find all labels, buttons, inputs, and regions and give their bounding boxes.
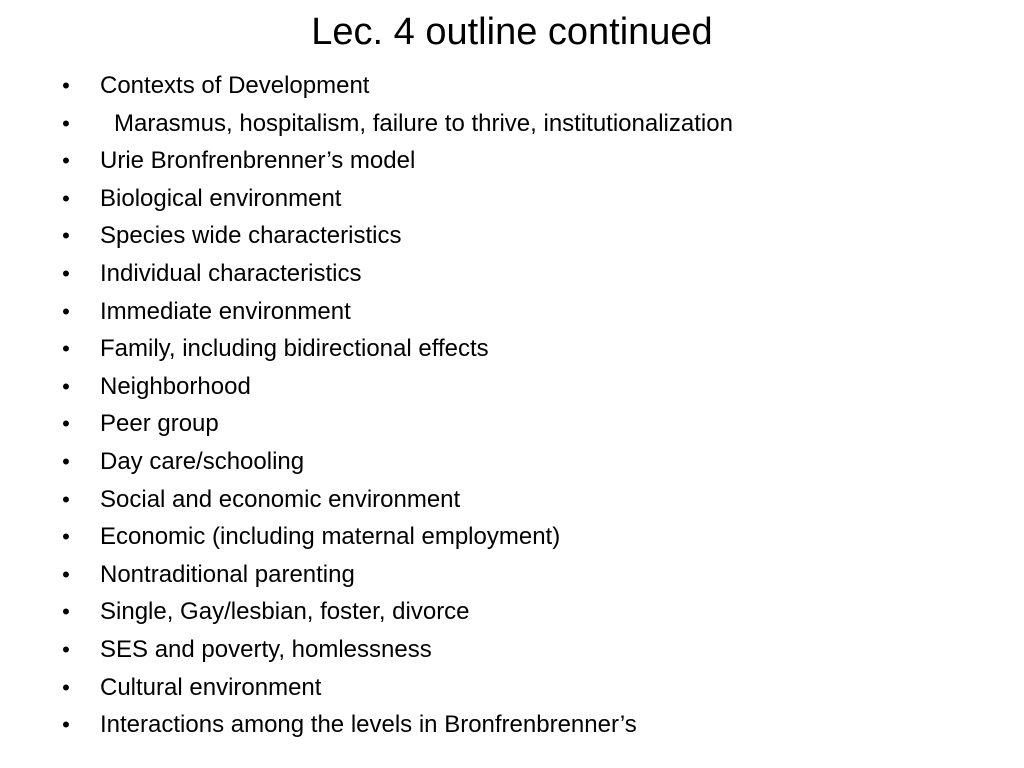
bullet-icon: • xyxy=(62,674,70,700)
list-item-text: Day care/schooling xyxy=(100,447,305,475)
list-item xyxy=(0,330,1024,368)
bullet-icon: • xyxy=(62,411,70,437)
list-item-text: Biological environment xyxy=(100,184,342,212)
list-item-text: Individual characteristics xyxy=(100,259,362,287)
list-item xyxy=(0,368,1024,406)
bullet-icon: • xyxy=(62,110,70,136)
list-item-text: Immediate environment xyxy=(100,297,351,325)
list-item xyxy=(0,518,1024,556)
list-item xyxy=(0,142,1024,180)
list-item-text: Nontraditional parenting xyxy=(100,560,355,588)
bullet-list xyxy=(0,67,1024,744)
bullet-icon: • xyxy=(62,298,70,324)
list-item-text: Interactions among the levels in Bronfrenbrenner’s xyxy=(100,711,637,739)
list-item-text: Social and economic environment xyxy=(100,485,461,513)
bullet-icon: • xyxy=(62,336,70,362)
bullet-icon: • xyxy=(62,73,70,98)
list-item xyxy=(0,67,1024,105)
list-item-text: Peer group xyxy=(100,410,219,438)
list-item-text: Neighborhood xyxy=(100,372,251,400)
list-item xyxy=(0,293,1024,331)
list-item xyxy=(0,443,1024,481)
list-item xyxy=(0,631,1024,669)
bullet-icon: • xyxy=(62,636,70,662)
bullet-icon: • xyxy=(62,486,70,512)
list-item xyxy=(0,481,1024,519)
bullet-icon: • xyxy=(62,373,70,399)
list-item xyxy=(0,556,1024,594)
bullet-icon: • xyxy=(62,561,70,587)
bullet-icon: • xyxy=(62,223,70,249)
list-item-text: Marasmus, hospitalism, failure to thrive, institutionalization xyxy=(114,109,733,137)
list-item-text: Species wide characteristics xyxy=(100,222,402,250)
list-item-text: Contexts of Development xyxy=(100,72,370,99)
bullet-icon: • xyxy=(62,599,70,625)
list-item xyxy=(0,669,1024,707)
bullet-icon: • xyxy=(62,260,70,286)
bullet-icon: • xyxy=(62,185,70,211)
slide-title: Lec. 4 outline continued xyxy=(311,11,713,53)
list-item-text: SES and poverty, homlessness xyxy=(100,635,432,663)
bullet-icon: • xyxy=(62,148,70,174)
list-item xyxy=(0,180,1024,218)
list-item xyxy=(0,706,1024,744)
list-item-text: Family, including bidirectional effects xyxy=(100,335,489,363)
bullet-icon: • xyxy=(62,712,70,738)
bullet-icon: • xyxy=(62,448,70,474)
list-item xyxy=(0,405,1024,443)
list-item xyxy=(0,217,1024,255)
list-item xyxy=(0,105,1024,143)
bullet-icon: • xyxy=(62,524,70,550)
list-item-text: Economic (including maternal employment) xyxy=(100,523,561,551)
list-item xyxy=(0,255,1024,293)
list-item-text: Cultural environment xyxy=(100,673,322,701)
list-item-text: Single, Gay/lesbian, foster, divorce xyxy=(100,598,470,626)
list-item-text: Urie Bronfrenbrenner’s model xyxy=(100,147,416,175)
list-item xyxy=(0,593,1024,631)
